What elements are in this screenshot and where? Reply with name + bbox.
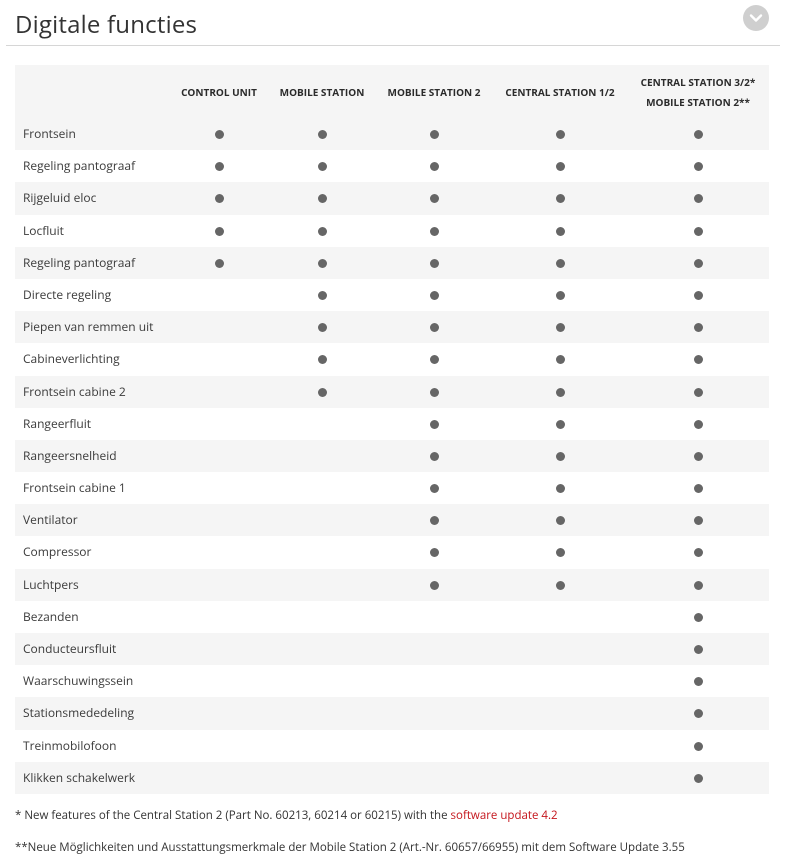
functions-table	[15, 65, 769, 794]
page-title: Digitale functies	[15, 8, 198, 41]
column-header: MOBILE STATION	[279, 84, 365, 99]
supported-dot-icon	[556, 130, 565, 139]
table-row	[15, 215, 769, 247]
supported-dot-icon	[694, 484, 703, 493]
supported-dot-icon	[694, 291, 703, 300]
table-header	[15, 65, 769, 118]
table-row	[15, 569, 769, 601]
supported-dot-icon	[215, 227, 224, 236]
table-row	[15, 601, 769, 633]
chevron-down-icon	[743, 5, 769, 31]
supported-dot-icon	[556, 259, 565, 268]
row-label: Regeling pantograaf	[23, 253, 136, 271]
table-row	[15, 665, 769, 697]
supported-dot-icon	[556, 420, 565, 429]
column-header: CONTROL UNIT	[181, 84, 257, 99]
supported-dot-icon	[694, 516, 703, 525]
table-row	[15, 343, 769, 375]
supported-dot-icon	[694, 548, 703, 557]
table-row	[15, 762, 769, 794]
row-label: Luchtpers	[23, 575, 79, 593]
supported-dot-icon	[556, 355, 565, 364]
supported-dot-icon	[694, 613, 703, 622]
supported-dot-icon	[318, 194, 327, 203]
supported-dot-icon	[694, 388, 703, 397]
supported-dot-icon	[556, 162, 565, 171]
supported-dot-icon	[215, 259, 224, 268]
table-row	[15, 182, 769, 214]
supported-dot-icon	[694, 645, 703, 654]
supported-dot-icon	[430, 162, 439, 171]
supported-dot-icon	[430, 130, 439, 139]
supported-dot-icon	[430, 420, 439, 429]
supported-dot-icon	[694, 677, 703, 686]
supported-dot-icon	[318, 227, 327, 236]
supported-dot-icon	[694, 355, 703, 364]
supported-dot-icon	[556, 581, 565, 590]
collapse-toggle-button[interactable]	[743, 5, 769, 31]
supported-dot-icon	[694, 452, 703, 461]
table-row	[15, 376, 769, 408]
supported-dot-icon	[556, 484, 565, 493]
supported-dot-icon	[556, 227, 565, 236]
column-header: CENTRAL STATION 1/2	[505, 84, 615, 99]
column-header: MOBILE STATION 2	[387, 84, 481, 99]
supported-dot-icon	[430, 388, 439, 397]
supported-dot-icon	[556, 452, 565, 461]
supported-dot-icon	[430, 355, 439, 364]
supported-dot-icon	[694, 259, 703, 268]
supported-dot-icon	[430, 259, 439, 268]
row-label: Stationsmededeling	[23, 704, 135, 722]
row-label: Rangeersnelheid	[23, 446, 117, 464]
row-label: Piepen van remmen uit	[23, 318, 154, 336]
supported-dot-icon	[694, 420, 703, 429]
row-label: Rijgeluid eloc	[23, 189, 97, 207]
supported-dot-icon	[694, 581, 703, 590]
table-row	[15, 150, 769, 182]
supported-dot-icon	[318, 259, 327, 268]
supported-dot-icon	[318, 388, 327, 397]
table-row	[15, 440, 769, 472]
supported-dot-icon	[318, 162, 327, 171]
table-body	[15, 118, 769, 794]
column-header-line: MOBILE STATION 2**	[646, 94, 750, 109]
table-row	[15, 118, 769, 150]
row-label: Klikken schakelwerk	[23, 768, 136, 786]
table-row	[15, 408, 769, 440]
supported-dot-icon	[694, 323, 703, 332]
supported-dot-icon	[694, 162, 703, 171]
row-label: Waarschuwingssein	[23, 672, 134, 690]
row-label: Conducteursfluit	[23, 640, 117, 657]
supported-dot-icon	[430, 291, 439, 300]
table-row	[15, 279, 769, 311]
table-row	[15, 504, 769, 536]
supported-dot-icon	[215, 194, 224, 203]
section-header[interactable]	[0, 0, 787, 47]
supported-dot-icon	[215, 130, 224, 139]
column-header-line: CENTRAL STATION 3/2*	[640, 74, 756, 89]
supported-dot-icon	[694, 227, 703, 236]
row-label: Treinmobilofoon	[23, 736, 117, 754]
table-row	[15, 633, 769, 665]
supported-dot-icon	[694, 194, 703, 203]
row-label: Frontsein	[23, 125, 76, 142]
supported-dot-icon	[694, 742, 703, 751]
header-function-column	[15, 65, 170, 118]
supported-dot-icon	[430, 452, 439, 461]
supported-dot-icon	[430, 581, 439, 590]
row-label: Compressor	[23, 543, 92, 561]
footnote-1-text: * New features of the Central Station 2 (Part No. 60213, 60214 or 60215) with the	[15, 808, 451, 823]
table-row	[15, 472, 769, 504]
row-label: Frontsein cabine 2	[23, 382, 126, 400]
supported-dot-icon	[556, 548, 565, 557]
table-row	[15, 536, 769, 568]
supported-dot-icon	[694, 774, 703, 783]
supported-dot-icon	[694, 130, 703, 139]
supported-dot-icon	[430, 194, 439, 203]
supported-dot-icon	[430, 484, 439, 493]
row-label: Locfluit	[23, 221, 64, 239]
software-update-link[interactable]: software update 4.2	[450, 808, 558, 823]
supported-dot-icon	[556, 194, 565, 203]
footnote-1	[15, 808, 558, 823]
row-label: Ventilator	[23, 511, 78, 529]
supported-dot-icon	[318, 355, 327, 364]
row-label: Rangeerfluit	[23, 414, 92, 432]
footnote-2: **Neue Möglichkeiten und Ausstattungsmerkmale der Mobile Station 2 (Art.-Nr. 60657/66955) mit dem Software Update 3.55	[15, 840, 685, 855]
supported-dot-icon	[318, 291, 327, 300]
row-label: Cabineverlichting	[23, 350, 120, 368]
column-header	[629, 65, 767, 118]
row-label: Regeling pantograaf	[23, 157, 136, 175]
supported-dot-icon	[556, 388, 565, 397]
supported-dot-icon	[556, 516, 565, 525]
row-label: Frontsein cabine 1	[23, 479, 126, 497]
supported-dot-icon	[430, 227, 439, 236]
supported-dot-icon	[215, 162, 224, 171]
table-row	[15, 311, 769, 343]
supported-dot-icon	[556, 323, 565, 332]
supported-dot-icon	[556, 291, 565, 300]
supported-dot-icon	[694, 709, 703, 718]
table-row	[15, 730, 769, 762]
row-label: Directe regeling	[23, 285, 112, 303]
supported-dot-icon	[318, 130, 327, 139]
row-label: Bezanden	[23, 607, 79, 625]
supported-dot-icon	[430, 548, 439, 557]
supported-dot-icon	[430, 323, 439, 332]
header-divider	[6, 45, 780, 46]
table-row	[15, 247, 769, 279]
supported-dot-icon	[430, 516, 439, 525]
supported-dot-icon	[318, 323, 327, 332]
table-row	[15, 697, 769, 729]
